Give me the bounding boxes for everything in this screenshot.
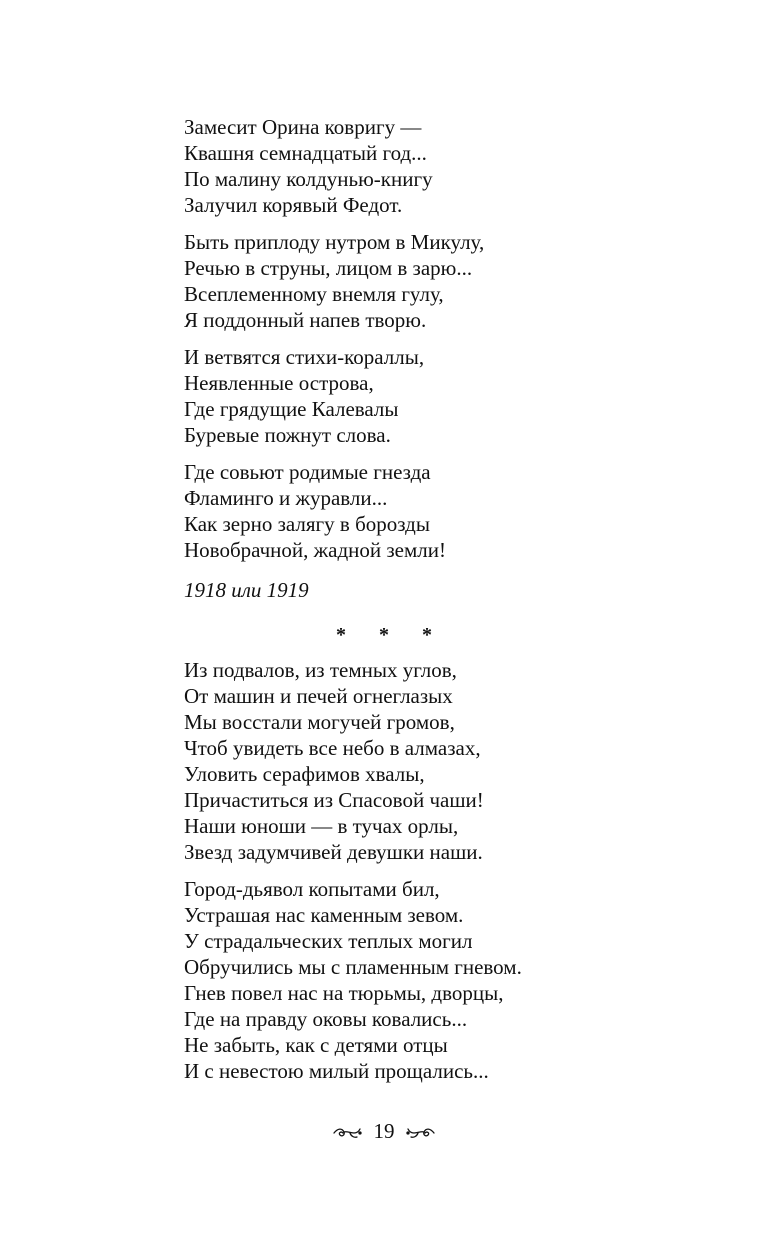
poem2-stanza-2 <box>184 876 704 1084</box>
poem-line: Звезд задумчивей девушки наши. <box>184 840 483 864</box>
poem-line: Наши юноши — в тучах орлы, <box>184 814 459 838</box>
poem-line: Уловить серафимов хвалы, <box>184 762 425 786</box>
poem-line: И с невестою милый прощались... <box>184 1059 489 1083</box>
poem-line: Обручились мы с пламенным гневом. <box>184 955 522 979</box>
poem-line: Как зерно залягу в борозды <box>184 512 430 536</box>
poem-line: Гнев повел нас на тюрьмы, дворцы, <box>184 981 504 1005</box>
poem-line: Где грядущие Калевалы <box>184 397 399 421</box>
poem-line: Замесит Орина ковригу — <box>184 115 422 139</box>
poem-line: Фламинго и журавли... <box>184 486 388 510</box>
poem-text <box>184 114 704 1095</box>
poem-line: Не забыть, как с детями отцы <box>184 1033 448 1057</box>
poem1-stanza-4 <box>184 459 704 563</box>
page-number: 19 <box>373 1119 395 1143</box>
poem-line: Где совьют родимые гнезда <box>184 460 431 484</box>
poem-line: Всеплеменному внемля гулу, <box>184 282 444 306</box>
poem1-stanza-1 <box>184 114 704 218</box>
poem-line: Где на правду оковы ковались... <box>184 1007 468 1031</box>
poem-line: По малину колдунью-книгу <box>184 167 433 191</box>
poem-line: Быть приплоду нутром в Микулу, <box>184 230 485 254</box>
poem-line: У страдальческих теплых могил <box>184 929 473 953</box>
poem-line: Я поддонный напев творю. <box>184 308 427 332</box>
poem-line: Новобрачной, жадной земли! <box>184 538 446 562</box>
poem2-stanza-1 <box>184 657 704 865</box>
section-separator: * * * <box>336 624 446 646</box>
poem-line: Мы восстали могучей громов, <box>184 710 455 734</box>
poem-line: Речью в струны, лицом в зарю... <box>184 256 473 280</box>
poem-line: Устрашая нас каменным зевом. <box>184 903 464 927</box>
poem1-stanza-2 <box>184 229 704 333</box>
poem-date: 1918 или 1919 <box>184 578 309 602</box>
poem-line: Причаститься из Спасовой чаши! <box>184 788 484 812</box>
poem-line: И ветвятся стихи-кораллы, <box>184 345 425 369</box>
flourish-right-icon <box>406 1124 436 1142</box>
poem-line: Квашня семнадцатый год... <box>184 141 427 165</box>
poem-line: От машин и печей огнеглазых <box>184 684 453 708</box>
poem-line: Из подвалов, из темных углов, <box>184 658 457 682</box>
poem-line: Город-дьявол копытами бил, <box>184 877 440 901</box>
flourish-left-icon <box>332 1124 362 1142</box>
poem-line: Неявленные острова, <box>184 371 374 395</box>
poem-line: Буревые пожнут слова. <box>184 423 391 447</box>
page-footer <box>0 1118 768 1144</box>
poem-line: Чтоб увидеть все небо в алмазах, <box>184 736 481 760</box>
poem1-stanza-3 <box>184 344 704 448</box>
poem-line: Залучил корявый Федот. <box>184 193 403 217</box>
